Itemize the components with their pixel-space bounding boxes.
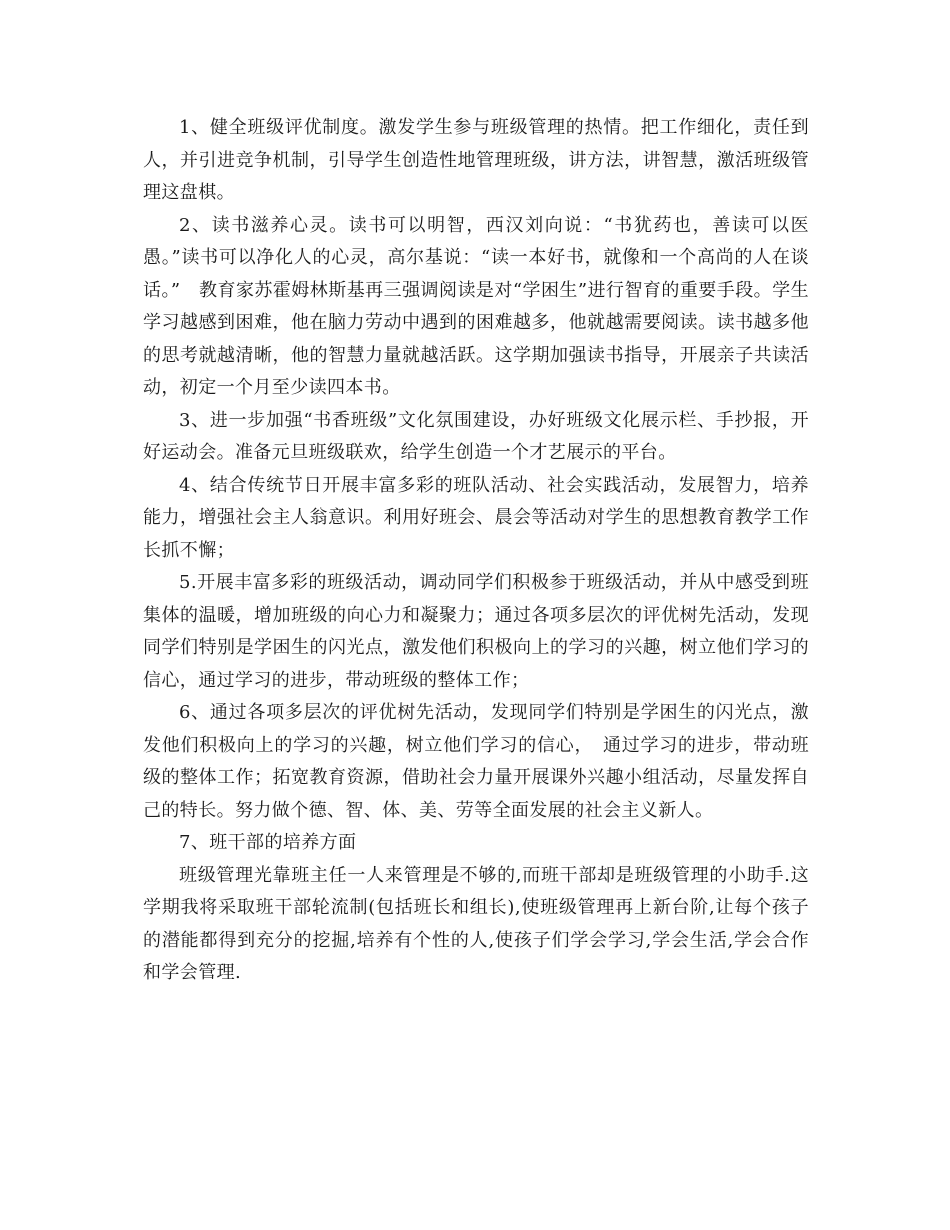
paragraph-5: 5.开展丰富多彩的班级活动，调动同学们积极参于班级活动，并从中感受到班集体的温暖，增加班级的向心力和凝聚力；通过各项多层次的评优树先活动，发现同学们特别是学困生的闪光点，激发他们积极向上的学习的兴趣，树立他们学习的信心，通过学习的进步，带动班级的整体工作；	[143, 572, 809, 691]
paragraph-7-heading: 7、班干部的培养方面	[179, 832, 357, 853]
paragraph-3: 3、进一步加强“书香班级”文化氛围建设，办好班级文化展示栏、手抄报，开好运动会。准备元旦班级联欢，给学生创造一个才艺展示的平台。	[143, 409, 809, 463]
document-body	[143, 112, 809, 990]
paragraph-6: 6、通过各项多层次的评优树先活动，发现同学们特别是学困生的闪光点，激发他们积极向上的学习的兴趣，树立他们学习的信心， 通过学习的进步，带动班级的整体工作；拓宽教育资源，借助社会力量开展课外兴趣小组活动，尽量发挥自己的特长。努力做个德、智、体、美、劳等全面发展的社会主义新人。	[143, 702, 809, 821]
paragraph-8: 班级管理光靠班主任一人来管理是不够的,而班干部却是班级管理的小助手.这学期我将采取班干部轮流制(包括班长和组长),使班级管理再上新台阶,让每个孩子的潜能都得到充分的挖掘,培养有个性的人,使孩子们学会学习,学会生活,学会合作和学会管理.	[143, 864, 809, 983]
paragraph-1: 1、健全班级评优制度。激发学生参与班级管理的热情。把工作细化，责任到人，并引进竞争机制，引导学生创造性地管理班级，讲方法，讲智慧，激活班级管理这盘棋。	[143, 117, 809, 203]
paragraph-4: 4、结合传统节日开展丰富多彩的班队活动、社会实践活动，发展智力，培养能力，增强社会主人翁意识。利用好班会、晨会等活动对学生的思想教育教学工作长抓不懈；	[143, 474, 809, 561]
paragraph-2: 2、读书滋养心灵。读书可以明智，西汉刘向说：“书犹药也，善读可以医愚。”读书可以净化人的心灵，高尔基说：“读一本好书，就像和一个高尚的人在谈话。” 教育家苏霍姆林斯基再三强调阅读是对“学困生”进行智育的重要手段。学生学习越感到困难，他在脑力劳动中遇到的困难越多，他就越需要阅读。读书越多他的思考就越清晰，他的智慧力量就越活跃。这学期加强读书指导，开展亲子共读活动，初定一个月至少读四本书。	[143, 214, 809, 398]
